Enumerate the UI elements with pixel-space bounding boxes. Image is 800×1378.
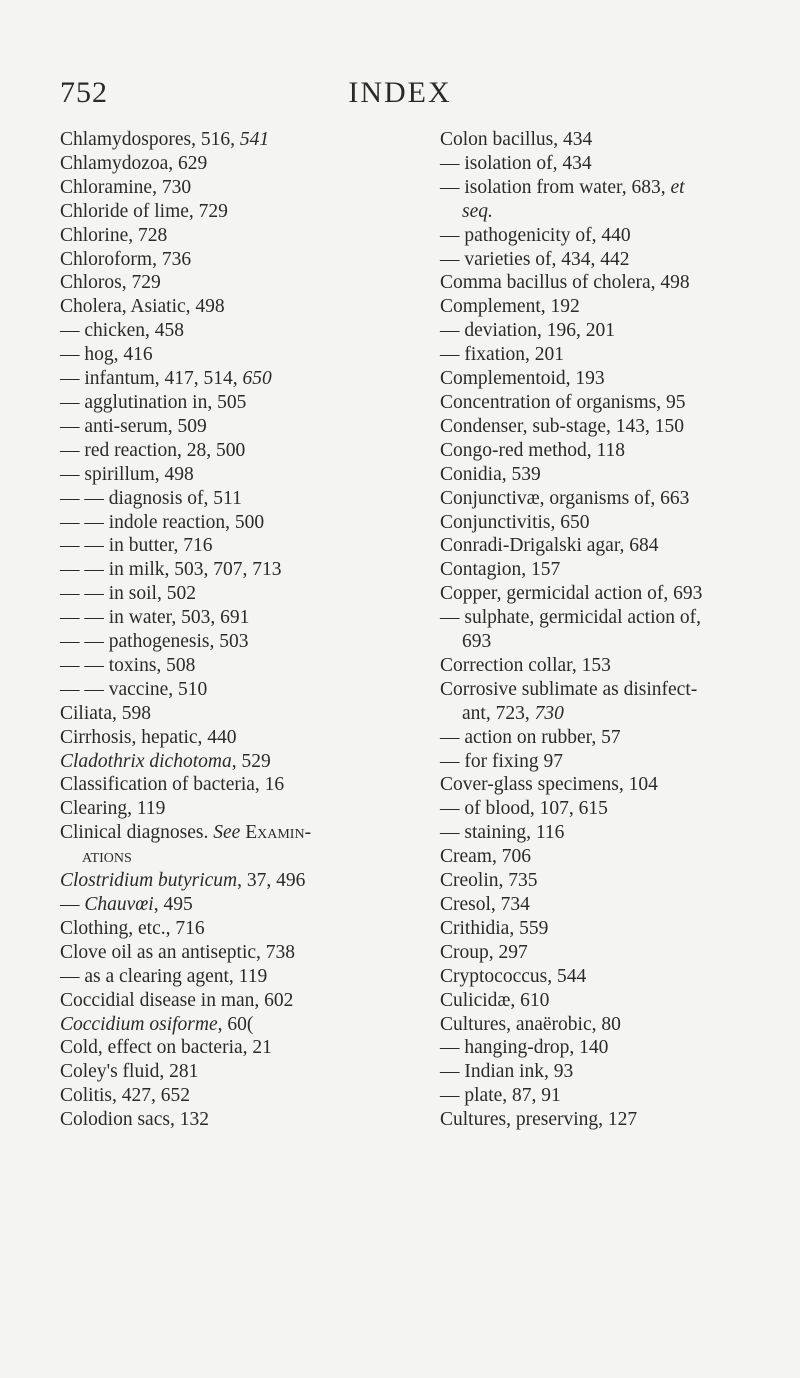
index-entry: — isolation of, 434: [440, 152, 592, 174]
index-entry: Cold, effect on bacteria, 21: [60, 1037, 272, 1059]
index-entry: Clearing, 119: [60, 798, 166, 820]
index-entry: — — in milk, 503, 707, 713: [60, 559, 282, 581]
index-entry: — — diagnosis of, 511: [60, 487, 242, 509]
index-entry: — action on rubber, 57: [440, 726, 621, 748]
index-entry: — — vaccine, 510: [60, 678, 208, 700]
index-entry: — varieties of, 434, 442: [440, 248, 630, 270]
index-entry: Chlorine, 728: [60, 224, 168, 246]
index-entry: — infantum, 417, 514, 650: [60, 368, 272, 390]
page-header: [0, 76, 800, 116]
index-entry: — fixation, 201: [440, 344, 565, 366]
index-entry: Correction collar, 153: [440, 654, 611, 676]
index-entry: seq.: [462, 200, 493, 222]
index-entry: — staining, 116: [440, 822, 565, 844]
index-entry: Clostridium butyricum, 37, 496: [60, 870, 306, 892]
index-entry: — Indian ink, 93: [440, 1061, 574, 1083]
index-entry: — — in water, 503, 691: [60, 607, 250, 629]
index-entry: — agglutination in, 505: [60, 391, 247, 413]
index-entry: Chlamydospores, 516, 541: [60, 129, 270, 150]
index-entry: Complement, 192: [440, 296, 580, 318]
index-entry: Ciliata, 598: [60, 702, 151, 724]
index-entry: — hog, 416: [60, 344, 153, 366]
index-entry: Colon bacillus, 434: [440, 129, 593, 150]
index-entry: — — in butter, 716: [60, 535, 213, 557]
index-entry: — plate, 87, 91: [440, 1085, 561, 1107]
index-entry: Coley's fluid, 281: [60, 1061, 199, 1083]
page-number: 752: [60, 76, 108, 109]
index-entry: Clothing, etc., 716: [60, 917, 205, 939]
index-entry: Colitis, 427, 652: [60, 1085, 191, 1107]
index-entry: Cirrhosis, hepatic, 440: [60, 726, 237, 748]
index-entry: — — in soil, 502: [60, 583, 196, 605]
index-entry: — of blood, 107, 615: [440, 798, 608, 820]
index-entry: — as a clearing agent, 119: [60, 965, 268, 987]
index-entry: Classification of bacteria, 16: [60, 774, 285, 796]
index-entry: — for fixing 97: [440, 750, 563, 772]
index-entry: Cream, 706: [440, 846, 531, 868]
index-entry: Colodion sacs, 132: [60, 1109, 209, 1131]
index-entry: Cultures, preserving, 127: [440, 1109, 638, 1131]
index-entry: — — toxins, 508: [60, 654, 196, 676]
index-entry: — deviation, 196, 201: [440, 320, 615, 342]
index-entry: Corrosive sublimate as disinfect-: [440, 678, 698, 700]
index-entry: Chloroform, 736: [60, 248, 192, 270]
index-entry: Cladothrix dichotoma, 529: [60, 750, 271, 772]
index-entry: Coccidial disease in man, 602: [60, 989, 294, 1011]
index-entry: Clinical diagnoses. See Examin-: [60, 822, 312, 844]
index-entry: — spirillum, 498: [60, 463, 194, 485]
index-entry: Concentration of organisms, 95: [440, 391, 686, 413]
index-entry: — Chauvœi, 495: [60, 894, 193, 915]
index-entry: — sulphate, germicidal action of,: [440, 607, 702, 629]
index-entry: Cover-glass specimens, 104: [440, 774, 658, 796]
index-entry: Condenser, sub-stage, 143, 150: [440, 415, 685, 437]
index-entry: — isolation from water, 683, et: [440, 176, 685, 198]
index-entry: Chloros, 729: [60, 272, 161, 294]
index-entry: Cresol, 734: [440, 894, 530, 915]
index-entry: Clove oil as an antiseptic, 738: [60, 941, 296, 963]
index-entry: — pathogenicity of, 440: [440, 224, 631, 246]
index-entry: Conradi-Drigalski agar, 684: [440, 535, 659, 557]
index-entry: 693: [462, 631, 492, 653]
index-entry: Culicidæ, 610: [440, 989, 550, 1011]
index-column-left: [60, 128, 405, 1132]
index-entry: Creolin, 735: [440, 870, 538, 892]
index-entry: Copper, germicidal action of, 693: [440, 583, 703, 605]
index-column-right: [440, 128, 760, 1132]
index-entry: Cryptococcus, 544: [440, 965, 587, 987]
index-entry: Conjunctivæ, organisms of, 663: [440, 487, 690, 509]
index-entry: Comma bacillus of cholera, 498: [440, 272, 690, 294]
index-entry: Cholera, Asiatic, 498: [60, 296, 225, 318]
index-entry: Cultures, anaërobic, 80: [440, 1013, 621, 1035]
index-entry: Conjunctivitis, 650: [440, 511, 590, 533]
index-entry: Complementoid, 193: [440, 368, 605, 390]
index-entry: Chlamydozoa, 629: [60, 152, 208, 174]
index-entry: Croup, 297: [440, 941, 528, 963]
index-entry: Conidia, 539: [440, 463, 541, 485]
index-entry: ant, 723, 730: [462, 702, 564, 724]
running-head: INDEX: [348, 76, 452, 109]
index-entry: Coccidium osiforme, 60(: [60, 1013, 254, 1035]
index-entry: — — pathogenesis, 503: [60, 631, 249, 653]
index-entry: — — indole reaction, 500: [60, 511, 265, 533]
index-entry: — red reaction, 28, 500: [60, 439, 246, 461]
index-entry: ations: [82, 846, 132, 868]
index-entry: Chloramine, 730: [60, 176, 192, 198]
index-entry: — chicken, 458: [60, 320, 185, 342]
index-entry: Chloride of lime, 729: [60, 200, 228, 222]
index-entry: — hanging-drop, 140: [440, 1037, 609, 1059]
index-entry: Crithidia, 559: [440, 917, 549, 939]
index-entry: Congo-red method, 118: [440, 439, 626, 461]
index-entry: Contagion, 157: [440, 559, 561, 581]
index-entry: — anti-serum, 509: [60, 415, 207, 437]
